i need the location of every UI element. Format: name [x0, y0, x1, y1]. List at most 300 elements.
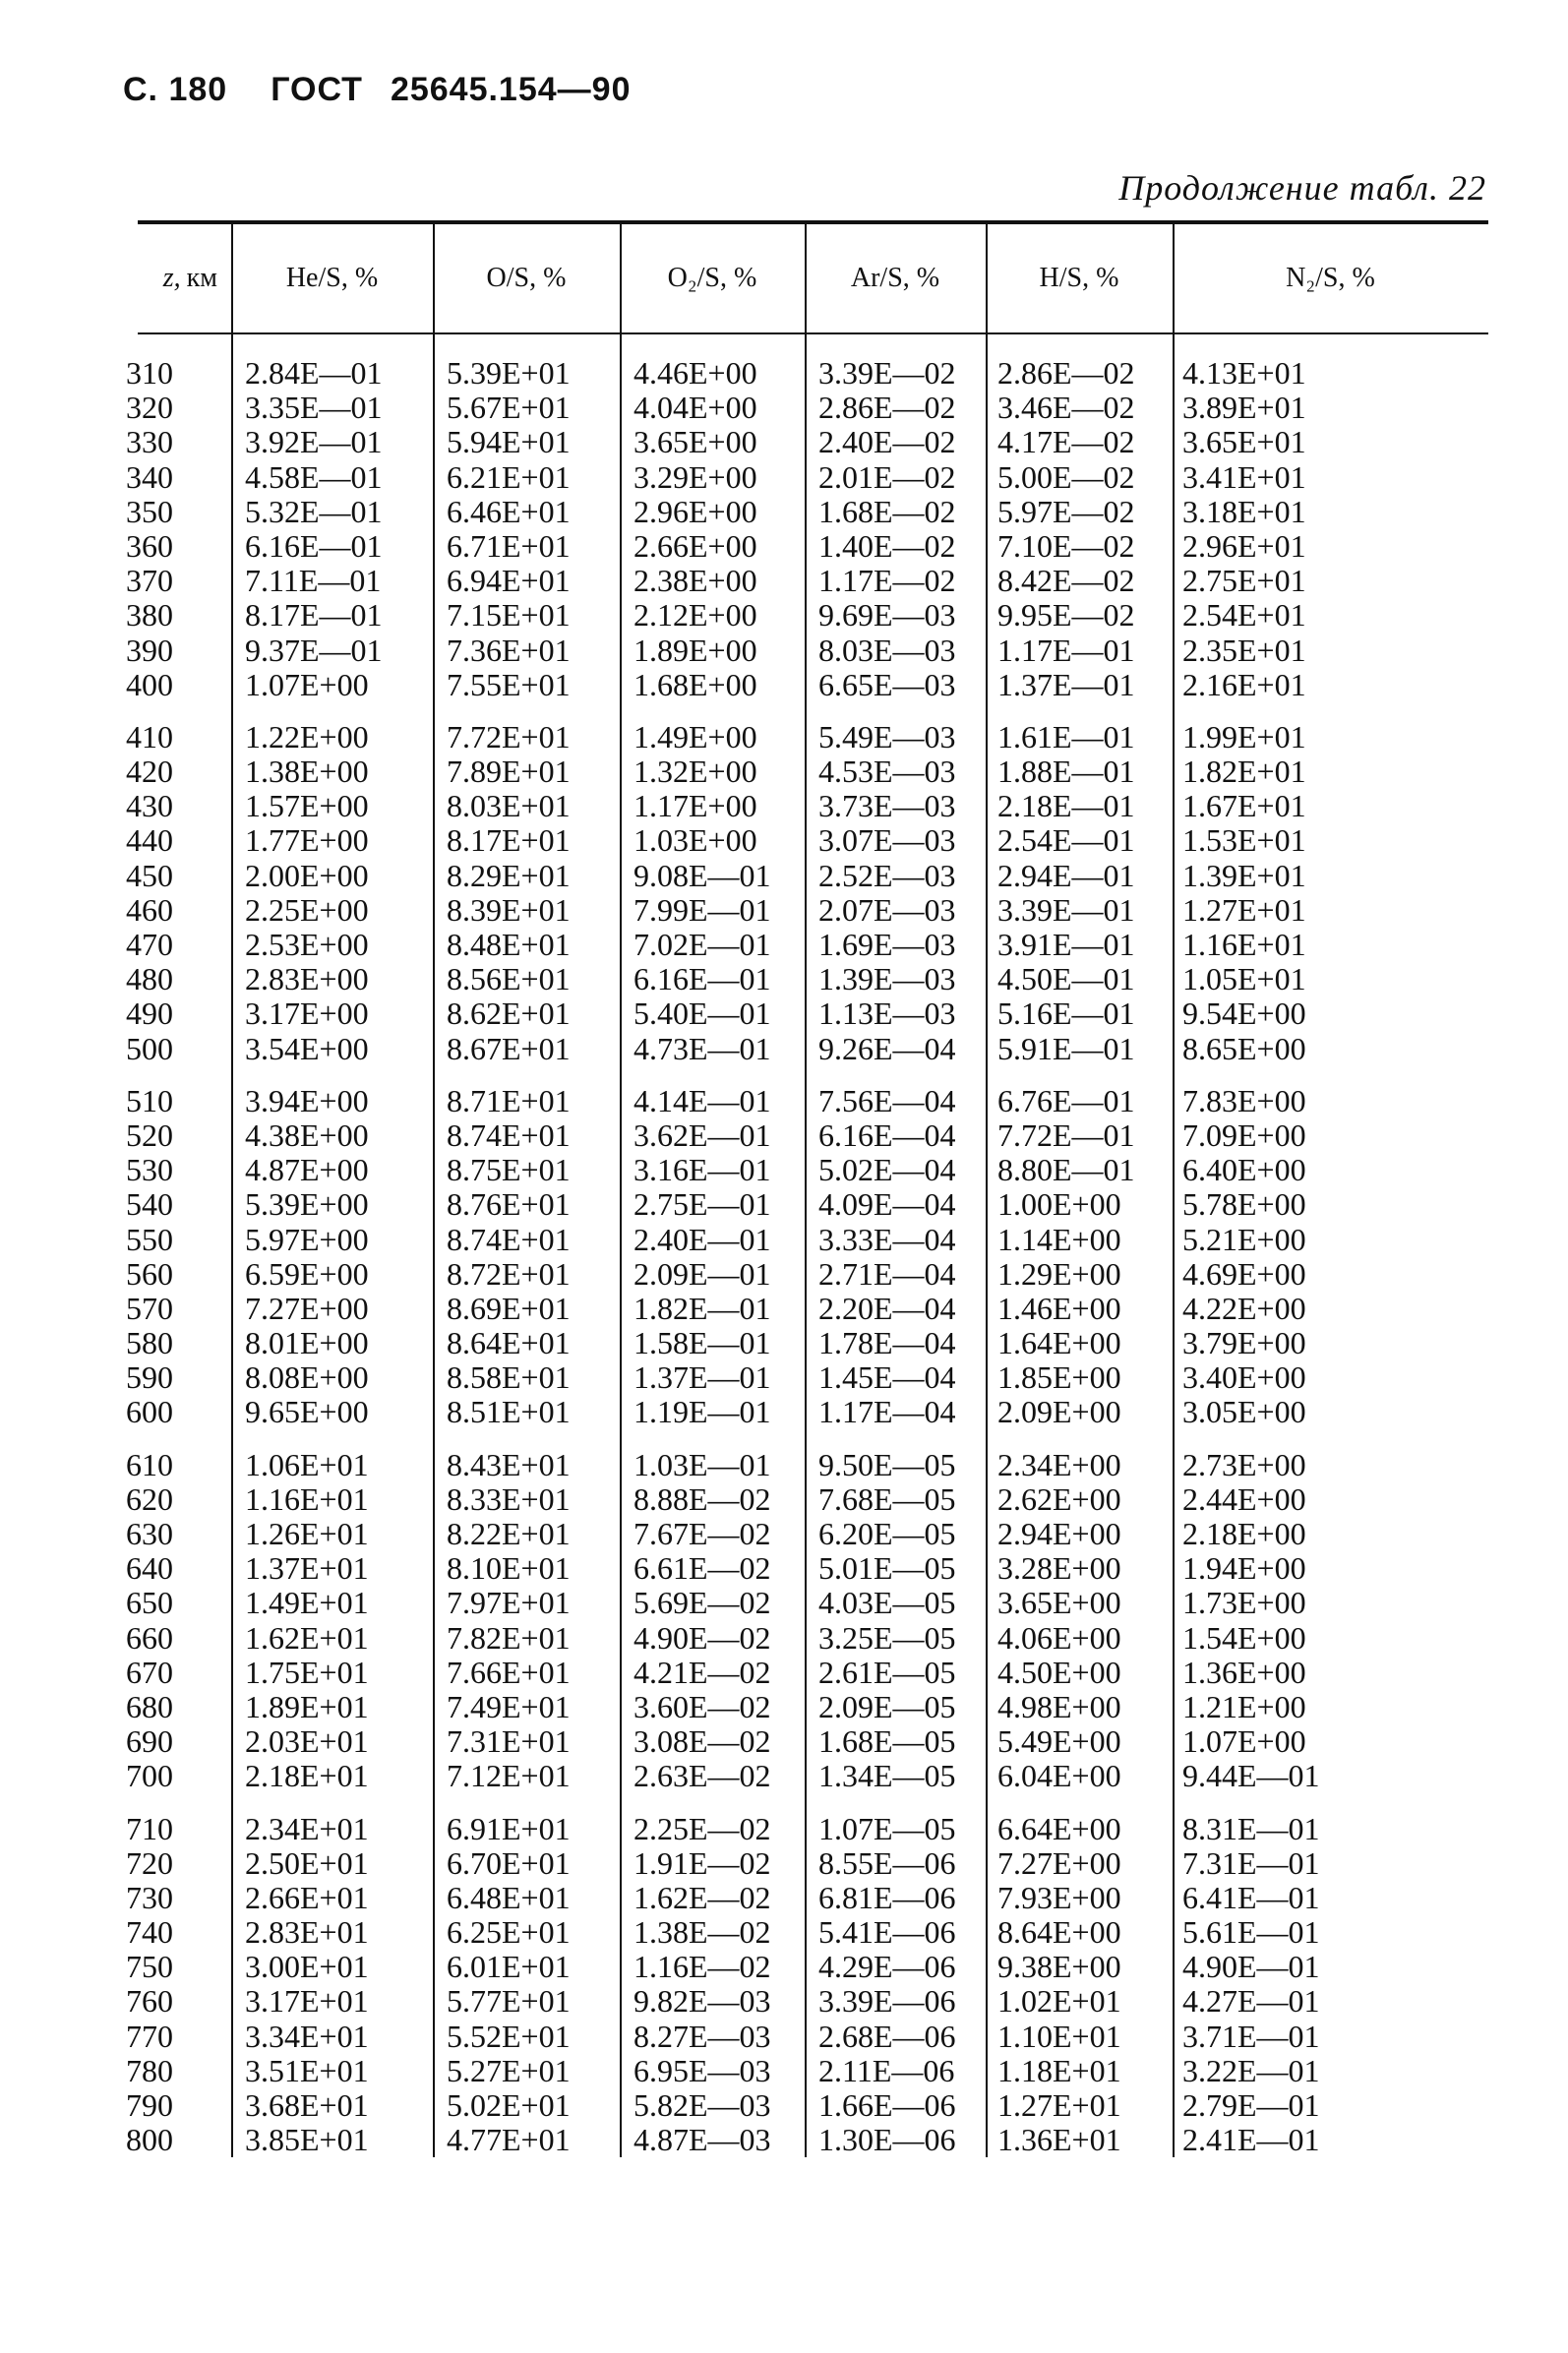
cell-h: 1.29E+00	[997, 1255, 1121, 1292]
cell-n2: 1.67E+01	[1182, 788, 1306, 824]
cell-z: 420	[126, 754, 173, 790]
cell-h: 3.65E+00	[997, 1585, 1121, 1621]
cell-he: 8.08E+00	[245, 1359, 369, 1396]
cell-o: 8.64E+01	[447, 1325, 571, 1361]
cell-o: 7.66E+01	[447, 1654, 571, 1690]
body-top-gap	[138, 334, 1488, 356]
cell-h: 8.42E—02	[997, 563, 1135, 599]
cell-o: 8.76E+01	[447, 1186, 571, 1223]
row-group	[126, 1446, 1488, 1794]
cell-h: 4.50E+00	[997, 1654, 1121, 1690]
cell-o: 5.67E+01	[447, 390, 571, 426]
cell-h: 1.17E—01	[997, 632, 1135, 668]
cell-h: 1.88E—01	[997, 754, 1135, 790]
column-separator	[433, 224, 435, 2157]
cell-n2: 3.05E+00	[1182, 1394, 1306, 1430]
cell-h: 1.46E+00	[997, 1290, 1121, 1326]
cell-o: 8.29E+01	[447, 857, 571, 893]
cell-h: 3.28E+00	[997, 1550, 1121, 1587]
cell-z: 720	[126, 1844, 173, 1881]
cell-he: 1.62E+01	[245, 1619, 369, 1656]
cell-n2: 4.22E+00	[1182, 1290, 1306, 1326]
cell-h: 5.49E+00	[997, 1723, 1121, 1760]
cell-n2: 9.44E—01	[1182, 1758, 1320, 1794]
cell-z: 490	[126, 996, 173, 1032]
cell-o2: 2.38E+00	[633, 563, 757, 599]
table-row	[126, 788, 1488, 824]
table-row	[126, 1082, 1488, 1118]
cell-o: 8.75E+01	[447, 1152, 571, 1188]
cell-he: 7.27E+00	[245, 1290, 369, 1326]
cell-ar: 2.52E—03	[818, 857, 956, 893]
group-gap	[138, 1794, 1488, 1812]
cell-ar: 4.53E—03	[818, 754, 956, 790]
cell-n2: 5.61E—01	[1182, 1914, 1320, 1951]
cell-h: 7.93E+00	[997, 1879, 1121, 1915]
cell-z: 500	[126, 1030, 173, 1066]
header-he: He/S, %	[285, 263, 379, 293]
cell-ar: 2.86E—02	[818, 390, 956, 426]
cell-o2: 5.69E—02	[633, 1585, 771, 1621]
cell-h: 2.54E—01	[997, 822, 1135, 859]
cell-he: 2.53E+00	[245, 927, 369, 962]
cell-o2: 3.29E+00	[633, 458, 757, 495]
table-row	[126, 718, 1488, 754]
cell-he: 2.83E+01	[245, 1914, 369, 1951]
table-row	[126, 891, 1488, 928]
cell-z: 370	[126, 563, 173, 599]
cell-z: 430	[126, 788, 173, 824]
table-row	[126, 1394, 1488, 1430]
cell-h: 7.27E+00	[997, 1844, 1121, 1881]
cell-o: 8.17E+01	[447, 822, 571, 859]
cell-o: 4.77E+01	[447, 2122, 571, 2158]
cell-z: 660	[126, 1619, 173, 1656]
column-separator	[986, 224, 988, 2157]
cell-ar: 1.30E—06	[818, 2122, 956, 2158]
table-row	[126, 1359, 1488, 1396]
cell-n2: 8.31E—01	[1182, 1810, 1320, 1846]
cell-o: 7.36E+01	[447, 632, 571, 668]
cell-o: 7.72E+01	[447, 718, 571, 754]
cell-ar: 1.13E—03	[818, 996, 956, 1032]
header-z-symbol: z,	[162, 263, 181, 293]
cell-ar: 2.09E—05	[818, 1688, 956, 1724]
cell-z: 700	[126, 1758, 173, 1794]
cell-o: 6.21E+01	[447, 458, 571, 495]
cell-he: 3.51E+01	[245, 2052, 369, 2088]
cell-ar: 1.66E—06	[818, 2087, 956, 2123]
table-row	[126, 996, 1488, 1032]
cell-he: 7.11E—01	[245, 563, 382, 599]
cell-z: 710	[126, 1810, 173, 1846]
cell-z: 360	[126, 527, 173, 564]
cell-h: 6.64E+00	[997, 1810, 1121, 1846]
cell-ar: 1.68E—05	[818, 1723, 956, 1760]
cell-he: 6.16E—01	[245, 527, 383, 564]
cell-ar: 1.68E—02	[818, 493, 956, 529]
table-row	[126, 1030, 1488, 1066]
cell-z: 760	[126, 1983, 173, 2020]
cell-h: 4.17E—02	[997, 424, 1135, 460]
cell-he: 9.65E+00	[245, 1394, 369, 1430]
cell-o: 8.10E+01	[447, 1550, 571, 1587]
cell-o2: 4.90E—02	[633, 1619, 771, 1656]
cell-ar: 3.25E—05	[818, 1619, 956, 1656]
cell-o: 6.25E+01	[447, 1914, 571, 1951]
cell-ar: 1.07E—05	[818, 1810, 956, 1846]
table-row	[126, 424, 1488, 460]
cell-n2: 2.75E+01	[1182, 563, 1306, 599]
cell-o: 8.71E+01	[447, 1082, 571, 1118]
cell-z: 540	[126, 1186, 173, 1223]
cell-o: 8.03E+01	[447, 788, 571, 824]
cell-he: 3.92E—01	[245, 424, 383, 460]
cell-h: 5.91E—01	[997, 1030, 1135, 1066]
row-group	[126, 718, 1488, 1066]
row-group	[126, 1810, 1488, 2158]
cell-o2: 7.67E—02	[633, 1516, 771, 1551]
header-z	[138, 224, 231, 332]
cell-o2: 1.49E+00	[633, 718, 757, 754]
cell-n2: 6.40E+00	[1182, 1152, 1306, 1188]
cell-ar: 2.20E—04	[818, 1290, 956, 1326]
cell-o2: 3.08E—02	[633, 1723, 771, 1760]
table-row	[126, 1758, 1488, 1794]
header-h: H/S, %	[1039, 263, 1119, 293]
cell-h: 2.94E+00	[997, 1516, 1121, 1551]
data-table	[126, 220, 1488, 2158]
cell-h: 5.00E—02	[997, 458, 1135, 495]
cell-he: 1.06E+01	[245, 1446, 369, 1482]
cell-h: 9.95E—02	[997, 597, 1135, 634]
cell-n2: 3.41E+01	[1182, 458, 1306, 495]
cell-z: 510	[126, 1082, 173, 1118]
cell-ar: 3.39E—06	[818, 1983, 956, 2020]
cell-h: 1.36E+01	[997, 2122, 1121, 2158]
cell-z: 520	[126, 1116, 173, 1153]
cell-o: 8.58E+01	[447, 1359, 571, 1396]
cell-z: 470	[126, 927, 173, 962]
cell-o2: 1.03E+00	[633, 822, 757, 859]
cell-h: 1.14E+00	[997, 1221, 1121, 1257]
cell-n2: 1.21E+00	[1182, 1688, 1306, 1724]
cell-o2: 2.96E+00	[633, 493, 757, 529]
table-row	[126, 2052, 1488, 2088]
cell-he: 3.85E+01	[245, 2122, 369, 2158]
cell-he: 3.94E+00	[245, 1082, 369, 1118]
cell-h: 7.10E—02	[997, 527, 1135, 564]
standard-label: ГОСТ	[271, 71, 363, 108]
cell-h: 5.97E—02	[997, 493, 1135, 529]
table-body	[126, 334, 1488, 2158]
cell-n2: 2.96E+01	[1182, 527, 1306, 564]
table-row	[126, 927, 1488, 962]
cell-ar: 5.49E—03	[818, 718, 956, 754]
cell-h: 3.46E—02	[997, 390, 1135, 426]
cell-he: 9.37E—01	[245, 632, 383, 668]
cell-o2: 1.03E—01	[633, 1446, 771, 1482]
cell-o2: 3.62E—01	[633, 1116, 771, 1153]
cell-z: 610	[126, 1446, 173, 1482]
cell-o2: 8.27E—03	[633, 2018, 771, 2054]
cell-z: 390	[126, 632, 173, 668]
cell-n2: 1.16E+01	[1182, 927, 1306, 962]
cell-z: 650	[126, 1585, 173, 1621]
cell-ar: 2.61E—05	[818, 1654, 956, 1690]
cell-n2: 3.65E+01	[1182, 424, 1306, 460]
cell-h: 1.02E+01	[997, 1983, 1121, 2020]
cell-he: 1.22E+00	[245, 718, 369, 754]
cell-o: 6.91E+01	[447, 1810, 571, 1846]
cell-he: 2.84E—01	[245, 355, 383, 391]
cell-n2: 5.21E+00	[1182, 1221, 1306, 1257]
cell-n2: 3.40E+00	[1182, 1359, 1306, 1396]
column-separator	[231, 224, 233, 2157]
cell-he: 3.17E+01	[245, 1983, 369, 2020]
header-z-unit: км	[186, 263, 217, 293]
table-row	[126, 1221, 1488, 1257]
group-gap	[138, 702, 1488, 720]
cell-h: 3.39E—01	[997, 891, 1135, 928]
cell-o2: 4.73E—01	[633, 1030, 771, 1066]
cell-he: 2.03E+01	[245, 1723, 369, 1760]
cell-o: 6.94E+01	[447, 563, 571, 599]
cell-z: 600	[126, 1394, 173, 1430]
cell-he: 5.39E+00	[245, 1186, 369, 1223]
cell-n2: 6.41E—01	[1182, 1879, 1320, 1915]
cell-ar: 3.07E—03	[818, 822, 956, 859]
cell-ar: 6.20E—05	[818, 1516, 956, 1551]
cell-n2: 1.54E+00	[1182, 1619, 1306, 1656]
cell-ar: 3.33E—04	[818, 1221, 956, 1257]
cell-n2: 2.79E—01	[1182, 2087, 1320, 2123]
cell-he: 4.58E—01	[245, 458, 383, 495]
cell-o: 8.74E+01	[447, 1116, 571, 1153]
cell-he: 2.50E+01	[245, 1844, 369, 1881]
cell-n2: 2.54E+01	[1182, 597, 1306, 634]
cell-z: 570	[126, 1290, 173, 1326]
table-row	[126, 666, 1488, 702]
cell-he: 1.75E+01	[245, 1654, 369, 1690]
cell-n2: 1.99E+01	[1182, 718, 1306, 754]
cell-n2: 7.09E+00	[1182, 1116, 1306, 1153]
cell-ar: 8.03E—03	[818, 632, 956, 668]
table-row	[126, 527, 1488, 564]
cell-he: 1.49E+01	[245, 1585, 369, 1621]
cell-ar: 1.78E—04	[818, 1325, 956, 1361]
cell-h: 8.64E+00	[997, 1914, 1121, 1951]
cell-o2: 9.82E—03	[633, 1983, 771, 2020]
table-row	[126, 1914, 1488, 1951]
cell-ar: 3.73E—03	[818, 788, 956, 824]
cell-o2: 1.58E—01	[633, 1325, 771, 1361]
table-row	[126, 1844, 1488, 1881]
cell-z: 770	[126, 2018, 173, 2054]
cell-o2: 1.17E+00	[633, 788, 757, 824]
cell-h: 1.37E—01	[997, 666, 1135, 702]
cell-he: 2.00E+00	[245, 857, 369, 893]
standard-number: 25645.154—90	[390, 71, 632, 108]
cell-n2: 1.05E+01	[1182, 961, 1306, 997]
cell-h: 4.50E—01	[997, 961, 1135, 997]
table-row	[126, 754, 1488, 790]
cell-o2: 1.16E—02	[633, 1949, 771, 1985]
cell-o2: 7.02E—01	[633, 927, 771, 962]
cell-he: 1.77E+00	[245, 822, 369, 859]
cell-o: 7.15E+01	[447, 597, 571, 634]
cell-o2: 1.19E—01	[633, 1394, 771, 1430]
group-gap	[138, 1066, 1488, 1084]
table-continuation-caption: Продолжение табл. 22	[1118, 168, 1486, 208]
cell-he: 1.37E+01	[245, 1550, 369, 1587]
cell-ar: 4.03E—05	[818, 1585, 956, 1621]
table-row	[126, 1688, 1488, 1724]
table-row	[126, 1290, 1488, 1326]
cell-o: 6.71E+01	[447, 527, 571, 564]
cell-ar: 2.11E—06	[818, 2052, 955, 2088]
cell-z: 730	[126, 1879, 173, 1915]
table-row	[126, 2018, 1488, 2054]
table-row	[126, 493, 1488, 529]
cell-z: 550	[126, 1221, 173, 1257]
table-row	[126, 1879, 1488, 1915]
cell-z: 480	[126, 961, 173, 997]
cell-he: 8.17E—01	[245, 597, 383, 634]
cell-o: 8.62E+01	[447, 996, 571, 1032]
cell-n2: 3.71E—01	[1182, 2018, 1320, 2054]
cell-o: 5.77E+01	[447, 1983, 571, 2020]
cell-o2: 2.40E—01	[633, 1221, 771, 1257]
cell-h: 4.06E+00	[997, 1619, 1121, 1656]
cell-h: 4.98E+00	[997, 1688, 1121, 1724]
cell-o2: 2.09E—01	[633, 1255, 771, 1292]
cell-z: 450	[126, 857, 173, 893]
cell-o: 6.70E+01	[447, 1844, 571, 1881]
table-row	[126, 1446, 1488, 1482]
cell-z: 780	[126, 2052, 173, 2088]
cell-h: 2.86E—02	[997, 355, 1135, 391]
cell-h: 8.80E—01	[997, 1152, 1135, 1188]
cell-he: 2.25E+00	[245, 891, 369, 928]
cell-n2: 3.18E+01	[1182, 493, 1306, 529]
cell-ar: 6.65E—03	[818, 666, 956, 702]
cell-z: 800	[126, 2122, 173, 2158]
cell-h: 6.76E—01	[997, 1082, 1135, 1118]
page-header	[123, 71, 631, 109]
cell-o2: 1.68E+00	[633, 666, 757, 702]
table-row	[126, 1654, 1488, 1690]
cell-z: 410	[126, 718, 173, 754]
cell-o: 6.01E+01	[447, 1949, 571, 1985]
cell-z: 750	[126, 1949, 173, 1985]
cell-o2: 1.62E—02	[633, 1879, 771, 1915]
cell-ar: 9.69E—03	[818, 597, 956, 634]
cell-o2: 6.16E—01	[633, 961, 771, 997]
cell-o2: 1.89E+00	[633, 632, 757, 668]
column-separator	[1173, 224, 1175, 2157]
table-row	[126, 1723, 1488, 1760]
cell-n2: 2.73E+00	[1182, 1446, 1306, 1482]
cell-ar: 9.26E—04	[818, 1030, 956, 1066]
table-row	[126, 458, 1488, 495]
cell-z: 630	[126, 1516, 173, 1551]
cell-ar: 2.68E—06	[818, 2018, 956, 2054]
cell-o2: 1.82E—01	[633, 1290, 771, 1326]
cell-n2: 2.41E—01	[1182, 2122, 1320, 2158]
cell-o2: 7.99E—01	[633, 891, 771, 928]
cell-he: 2.18E+01	[245, 1758, 369, 1794]
cell-o2: 3.60E—02	[633, 1688, 771, 1724]
table-row	[126, 1186, 1488, 1223]
cell-ar: 1.45E—04	[818, 1359, 956, 1396]
cell-z: 580	[126, 1325, 173, 1361]
cell-ar: 9.50E—05	[818, 1446, 956, 1482]
cell-n2: 1.82E+01	[1182, 754, 1306, 790]
cell-n2: 2.18E+00	[1182, 1516, 1306, 1551]
table-row	[126, 1152, 1488, 1188]
cell-he: 8.01E+00	[245, 1325, 369, 1361]
cell-o: 7.97E+01	[447, 1585, 571, 1621]
cell-he: 3.54E+00	[245, 1030, 369, 1066]
cell-o: 5.27E+01	[447, 2052, 571, 2088]
cell-h: 5.16E—01	[997, 996, 1135, 1032]
cell-ar: 7.56E—04	[818, 1082, 956, 1118]
cell-o: 8.48E+01	[447, 927, 571, 962]
cell-o2: 1.38E—02	[633, 1914, 771, 1951]
cell-h: 1.64E+00	[997, 1325, 1121, 1361]
cell-z: 440	[126, 822, 173, 859]
cell-o2: 4.14E—01	[633, 1082, 771, 1118]
table-row	[126, 390, 1488, 426]
cell-n2: 1.36E+00	[1182, 1654, 1306, 1690]
cell-n2: 4.90E—01	[1182, 1949, 1320, 1985]
cell-ar: 4.09E—04	[818, 1186, 956, 1223]
cell-o: 6.48E+01	[447, 1879, 571, 1915]
cell-he: 5.32E—01	[245, 493, 383, 529]
cell-n2: 4.27E—01	[1182, 1983, 1320, 2020]
table-row	[126, 597, 1488, 634]
cell-he: 1.57E+00	[245, 788, 369, 824]
table-row	[126, 1325, 1488, 1361]
cell-o2: 3.65E+00	[633, 424, 757, 460]
cell-ar: 7.68E—05	[818, 1480, 956, 1517]
cell-o2: 8.88E—02	[633, 1480, 771, 1517]
cell-z: 380	[126, 597, 173, 634]
cell-he: 4.87E+00	[245, 1152, 369, 1188]
cell-he: 1.16E+01	[245, 1480, 369, 1517]
cell-he: 1.26E+01	[245, 1516, 369, 1551]
cell-z: 320	[126, 390, 173, 426]
cell-he: 1.07E+00	[245, 666, 369, 702]
cell-ar: 3.39E—02	[818, 355, 956, 391]
cell-n2: 5.78E+00	[1182, 1186, 1306, 1223]
cell-ar: 2.01E—02	[818, 458, 956, 495]
cell-o2: 2.66E+00	[633, 527, 757, 564]
cell-ar: 6.81E—06	[818, 1879, 956, 1915]
header-o2: O₂/S, %	[667, 263, 757, 293]
cell-z: 620	[126, 1480, 173, 1517]
cell-o2: 4.46E+00	[633, 355, 757, 391]
cell-ar: 5.41E—06	[818, 1914, 956, 1951]
cell-o2: 1.91E—02	[633, 1844, 771, 1881]
row-group	[126, 355, 1488, 702]
table-row	[126, 857, 1488, 893]
cell-n2: 1.94E+00	[1182, 1550, 1306, 1587]
cell-o2: 2.25E—02	[633, 1810, 771, 1846]
cell-o2: 4.21E—02	[633, 1654, 771, 1690]
cell-h: 2.62E+00	[997, 1480, 1121, 1517]
